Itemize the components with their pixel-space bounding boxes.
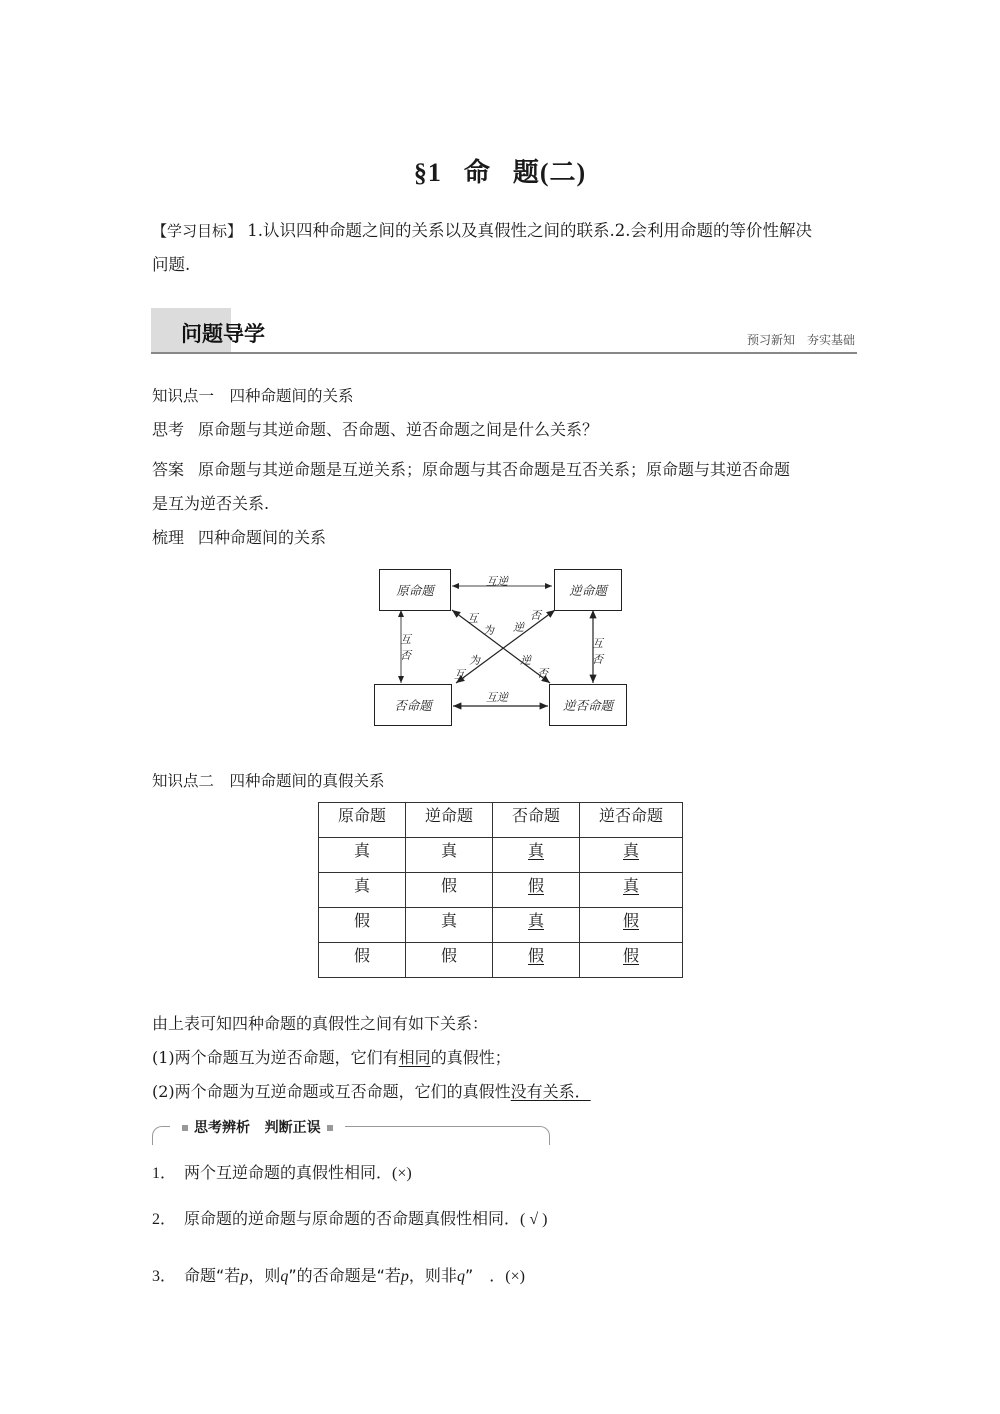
label-diag-a3: 逆 xyxy=(513,621,524,634)
frame-left-corner xyxy=(152,1126,163,1145)
item-text: ，则 xyxy=(248,1266,281,1285)
table-header: 否命题 xyxy=(493,803,580,838)
table-header: 原命题 xyxy=(319,803,406,838)
table-cell-answer: 假 xyxy=(527,946,544,965)
conclusion-1 xyxy=(152,1047,511,1069)
variable-p: p xyxy=(240,1268,249,1285)
table-cell: 假 xyxy=(319,943,406,978)
label-bottom-converse: 互逆 xyxy=(486,691,508,704)
label-diag-b2: 为 xyxy=(469,654,480,667)
variable-q: q xyxy=(456,1268,465,1285)
page-title xyxy=(0,152,1000,189)
kp1-heading: 知识点一 四种命题间的关系 xyxy=(152,387,354,405)
kp2-heading: 知识点二 四种命题间的真假关系 xyxy=(152,772,385,790)
item-text: ，则非 xyxy=(408,1266,457,1285)
table-cell xyxy=(493,873,580,908)
table-cell: 真 xyxy=(319,873,406,908)
learning-goal xyxy=(152,214,862,282)
section-header-bar xyxy=(151,308,857,354)
table-cell-answer: 假 xyxy=(622,946,639,965)
conclusion-2-fill: 没有关系． xyxy=(510,1082,591,1101)
item-text: ”的否命题是“若 xyxy=(288,1266,401,1285)
table-cell xyxy=(493,908,580,943)
section-header-rule xyxy=(151,352,857,354)
label-left-2: 否 xyxy=(400,649,411,662)
table-cell xyxy=(580,908,683,943)
truth-table xyxy=(318,802,683,978)
item-text: 两个互逆命题的真假性相同． xyxy=(184,1163,393,1182)
learning-goal-tag: 【学习目标】 xyxy=(152,222,243,240)
table-header-row xyxy=(319,803,683,838)
kp1-think xyxy=(152,419,598,441)
item-number: 1． xyxy=(152,1165,177,1182)
caption-2: 判断正误 xyxy=(264,1120,321,1136)
table-cell-answer: 真 xyxy=(527,911,544,930)
caption-1: 思考辨析 xyxy=(194,1120,250,1136)
variable-q: q xyxy=(280,1268,289,1285)
label-diag-a2: 为 xyxy=(483,624,494,637)
answer-text-2: 是互为逆否关系. xyxy=(152,494,270,513)
table-cell xyxy=(580,943,683,978)
section-number: §1 xyxy=(413,158,442,187)
conclusion-1-text-end: 的真假性； xyxy=(430,1048,511,1067)
answer-label: 答案 xyxy=(152,460,185,479)
table-cell xyxy=(493,838,580,873)
conclusion-2-text: (2)两个命题为互逆命题或互否命题，它们的真假性 xyxy=(152,1082,511,1101)
table-cell-answer: 假 xyxy=(622,911,639,930)
table-cell: 真 xyxy=(406,838,493,873)
table-cell-answer: 假 xyxy=(527,876,544,895)
item-answer-mark: (×) xyxy=(505,1268,525,1285)
practice-frame xyxy=(152,1118,550,1144)
square-bullet-icon xyxy=(327,1125,333,1131)
summary-label: 梳理 xyxy=(152,528,185,547)
item-text: ” ． xyxy=(464,1266,506,1285)
label-diag-b4: 否 xyxy=(537,667,548,680)
box-contrapositive-proposition: 逆否命题 xyxy=(549,684,627,726)
item-answer-mark: (×) xyxy=(392,1165,412,1182)
conclusion-intro: 由上表可知四种命题的真假性之间有如下关系： xyxy=(152,1014,489,1033)
label-diag-a1: 互 xyxy=(467,612,478,625)
practice-item-2 xyxy=(152,1206,547,1229)
item-text: 原命题的逆命题与原命题的否命题真假性相同． xyxy=(184,1209,521,1228)
table-cell: 假 xyxy=(319,908,406,943)
conclusion-2 xyxy=(152,1081,591,1103)
practice-caption xyxy=(170,1117,345,1137)
table-cell: 真 xyxy=(319,838,406,873)
title-word-2: 题(二) xyxy=(512,158,587,187)
kp1-summary xyxy=(152,527,326,549)
square-bullet-icon xyxy=(182,1125,188,1131)
label-right-2: 否 xyxy=(592,653,603,666)
table-header: 逆否命题 xyxy=(580,803,683,838)
answer-text-1: 原命题与其逆命题是互逆关系；原命题与其否命题是互否关系；原命题与其逆否命题 xyxy=(198,460,791,479)
table-header: 逆命题 xyxy=(406,803,493,838)
think-text: 原命题与其逆命题、否命题、逆否命题之间是什么关系？ xyxy=(198,420,599,439)
table-cell-answer: 真 xyxy=(527,841,544,860)
label-diag-a4: 否 xyxy=(530,609,541,622)
kp1-answer xyxy=(152,453,862,521)
practice-item-3 xyxy=(152,1263,525,1286)
conclusion-1-fill: 相同 xyxy=(398,1048,431,1067)
label-diag-b3: 逆 xyxy=(520,654,531,667)
frame-right-corner xyxy=(539,1126,550,1145)
item-number: 3． xyxy=(152,1268,177,1285)
item-answer-mark: ( √ ) xyxy=(520,1211,548,1228)
section-header-title: 问题导学 xyxy=(181,322,265,346)
learning-goal-text-1: 1.认识四种命题之间的关系以及真假性之间的联系.2.会利用命题的等价性解决 xyxy=(247,221,812,240)
box-inverse-proposition: 否命题 xyxy=(374,684,452,726)
table-cell: 假 xyxy=(406,873,493,908)
label-diag-b1: 互 xyxy=(454,668,465,681)
practice-item-1 xyxy=(152,1160,412,1183)
table-row xyxy=(319,873,683,908)
summary-text: 四种命题间的关系 xyxy=(198,528,327,547)
table-row xyxy=(319,908,683,943)
table-cell: 假 xyxy=(406,943,493,978)
table-cell xyxy=(580,873,683,908)
label-right-1: 互 xyxy=(592,637,603,650)
table-cell xyxy=(493,943,580,978)
think-label: 思考 xyxy=(152,420,185,439)
table-row xyxy=(319,943,683,978)
table-row xyxy=(319,838,683,873)
table-cell-answer: 真 xyxy=(622,876,639,895)
title-word-1: 命 xyxy=(463,158,491,187)
learning-goal-text-2: 问题. xyxy=(152,255,191,274)
table-cell-answer: 真 xyxy=(622,841,639,860)
table-cell: 真 xyxy=(406,908,493,943)
label-top-converse: 互逆 xyxy=(486,575,508,588)
conclusion-1-text: (1)两个命题互为逆否命题，它们有 xyxy=(152,1048,399,1067)
label-left-1: 互 xyxy=(400,633,411,646)
box-converse-proposition: 逆命题 xyxy=(554,569,622,611)
section-header-subtitle: 预习新知 夯实基础 xyxy=(746,333,855,347)
four-propositions-diagram xyxy=(370,563,632,733)
box-original-proposition: 原命题 xyxy=(379,569,451,611)
variable-p: p xyxy=(400,1268,409,1285)
table-cell xyxy=(580,838,683,873)
item-text: 命题“若 xyxy=(184,1266,241,1285)
item-number: 2． xyxy=(152,1211,177,1228)
